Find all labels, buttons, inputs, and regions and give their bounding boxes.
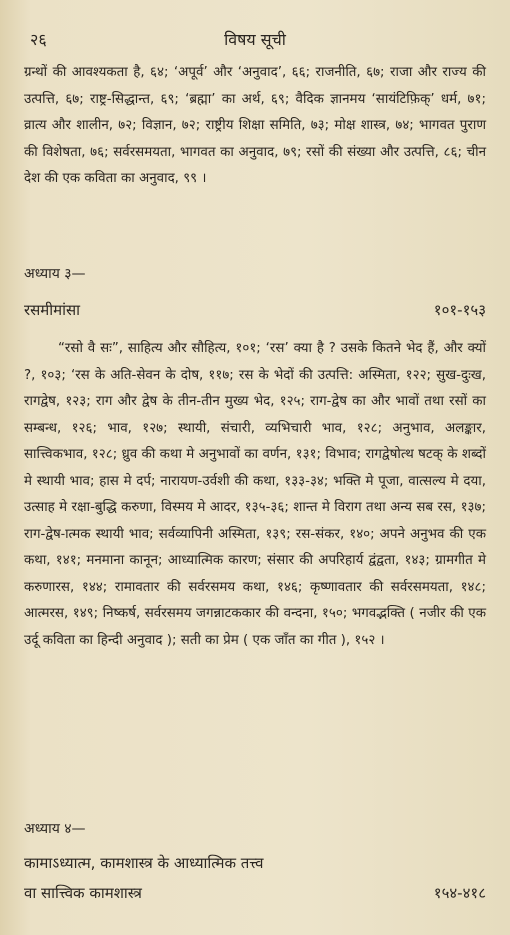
chapter-3-label: अध्याय ३—	[24, 266, 86, 282]
chapter-3-contents-paragraph: “रसो वै सः”, साहित्य और सौहित्य, १०१; ‘रस’ क्या है ? उसके कितने भेद हैं, और क्यों ?, १०३; ‘रस के अति-सेवन के दोष, ११७; रस के भेदों की उत्पत्ति: अस्मिता, १२२; सुख-दुःख, रागद्वेष, १२३; राग और द्वेष के तीन-तीन मुख्य भेद, १२५; राग-द्वेष का और भावों तथा रसों का सम्बन्ध, १२६; भाव, १२७; स्थायी, संचारी, व्यभिचारी भाव, १२८; अनुभाव, अलङ्कार, सात्त्विकभाव, १२८; ध्रुव की कथा मे अनुभावों का वर्णन, १३१; विभाव; रागद्वेषोत्थ षटक् के शब्दों मे स्थायी भाव; हास मे दर्प; नारायण-उर्वशी की कथा, १३३-३४; भक्ति मे पूजा, वात्सल्य मे दया, उत्साह मे रक्षा-बुद्धि करुणा, विस्मय मे आदर, १३५-३६; शान्त मे विराग तथा अन्य सब रस, १३७; राग-द्वेष-ात्मक स्थायी भाव; सर्वव्यापिनी अस्मिता, १३९; रस-संकर, १४०; अपने अनुभव की एक कथा, १४१; मनमाना कानून; आध्यात्मिक कारण; संसार की अपरिहार्य द्वंद्वता, १४३; ग्रामगीत मे करुणारस, १४४; रामावतार की सर्वरसमय कथा, १४६; कृष्णावतार की सर्वरसमयता, १४८; आत्मरस, १४९; निष्कर्ष, सर्वरसमय जगन्नाटककार की वन्दना, १५०; भगवद्भक्ति ( नजीर की एक उर्दू कविता का हिन्दी अनुवाद ); सती का प्रेम ( एक जाँत का गीत ), १५२ ।	[24, 341, 486, 648]
section-page-range: १०१-१५३	[433, 301, 486, 319]
continued-paragraph: ग्रन्थों की आवश्यकता है, ६४; ‘अपूर्व’ और ‘अनुवाद’, ६६; राजनीति, ६७; राजा और राज्य की उत्पत्ति, ६७; राष्ट्र-सिद्धान्त, ६९; ‘ब्रह्मा’ का अर्थ, ६९; वैदिक ज्ञानमय ‘सायंटिफ़िक्’ धर्म, ७१; व्रात्य और शालीन, ७२; विज्ञान, ७२; राष्ट्रीय शिक्षा समिति, ७३; मोक्ष शास्त्र, ७४; भागवत पुराण की विशेषता, ७६; सर्वरसमयता, भागवत का अनुवाद, ७९; रसों की संख्या और उत्पत्ति, ८६; चीन देश की एक कविता का अनुवाद, ९९ ।	[24, 65, 486, 186]
running-header-title: विषय सूची	[224, 30, 286, 49]
section-title-rasamimansa: रसमीमांसा	[24, 301, 81, 319]
chapter-4-label: अध्याय ४—	[24, 821, 86, 837]
section-title-line-2: वा सात्त्विक कामशास्त्र	[24, 884, 142, 902]
section-page-range: १५४-४१८	[433, 884, 486, 902]
page-number: २६	[30, 30, 47, 49]
section-title-line-1: कामाऽध्यात्म, कामशास्त्र के आध्यात्मिक तत्त्व	[24, 854, 264, 872]
